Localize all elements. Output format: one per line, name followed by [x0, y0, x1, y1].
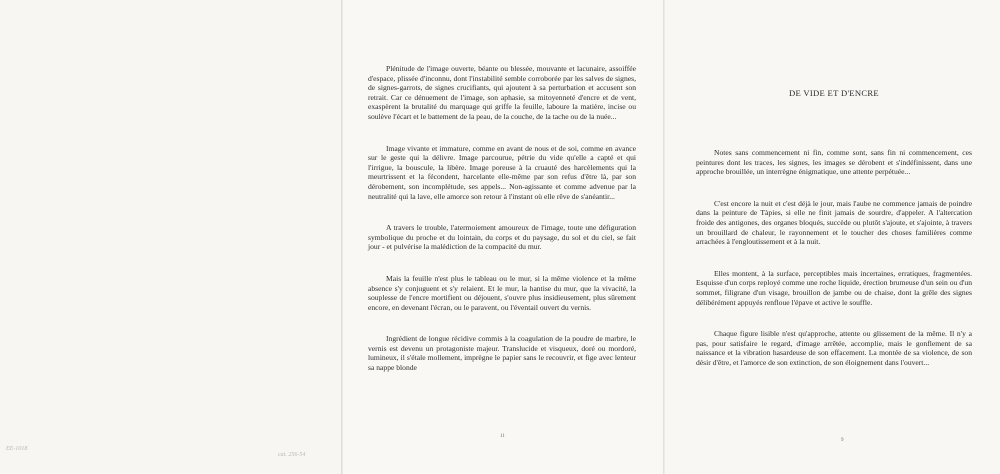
right-text-column	[696, 148, 972, 390]
paragraph: Notes sans commencement ni fin, comme sont, sans fin ni commencement, ces peintures dont les traces, les signes, les images se dérobent et s'indéfinissent, dans une approche brouillée, un interrègne énigmatique, une attente perpétuée...	[696, 148, 972, 177]
paragraph: Ingrédient de longue récidive commis à la coagulation de la poudre de marbre, le vernis est devenu un protagoniste majeur. Translucide et visqueux, doré ou mordoré, lumineux, il s'étale mollement, imprègne le papier sans le recouvrir, et fige avec lenteur sa nappe blonde	[368, 334, 636, 373]
page-fold-right	[663, 0, 665, 474]
paragraph: A travers le trouble, l'atermoiement amoureux de l'image, toute une défiguration symbolique du proche et du lointain, du corps et du paysage, du sol et du ciel, se fait jour - et pulvérise la malédiction de la compacité du mur.	[368, 223, 636, 252]
paragraph: Elles montent, à la surface, perceptibles mais incertaines, erratiques, fragmentées. Esquisse d'un corps reployé comme une roche liquide, érection brumeuse d'un sein ou d'un sommet, filigrane d'un visage, brouillon de jambe ou de chaise, dont la grêle des signes délibérément appuyés renfloue l'épave et active le souffle.	[696, 268, 972, 307]
page-number: 11	[500, 434, 505, 439]
middle-text-column	[368, 64, 636, 395]
blank-left-panel	[0, 0, 342, 474]
paragraph: Plénitude de l'image ouverte, béante ou blessée, mouvante et lacunaire, assoiffée d'espace, plissée d'inconnu, dont l'instabilité semble corroborée par les salves de signes, de signes-garrots, de signes crucifiants, qui ajoutent à sa perturbation et accusent son retrait. Car ce dénuement de l'image, son aphasie, sa mitoyenneté d'encre et de vent, exaspèrent la brutalité du marquage qui griffe la feuille, laboure la matière, incise ou soulève l'écart et le battement de la peau, de la couche, de la tache ou de la nuée...	[368, 64, 636, 121]
paragraph: Chaque figure lisible n'est qu'approche, attente ou glissement de la même. Il n'y a pas, pour satisfaire le regard, d'image arrêtée, accomplie, mais le gonflement de sa naissance et la vibration hasardeuse de son effacement. La montée de sa violence, de son désir d'être, et l'amorce de son extinction, de son éloignement dans l'ouvert...	[696, 329, 972, 367]
paragraph: C'est encore la nuit et c'est déjà le jour, mais l'aube ne commence jamais de poindre dans la peinture de Tàpies, si elle ne finit jamais de sourdre, d'appeler. A l'altercation froide des antigones, des organes bloqués, succède ou plutôt s'ajoute, et s'ajointe, à travers un brouillard de chaleur, le rayonnement et le toucher des choses familières comme arrachées à l'engloutissement et à la nuit.	[696, 198, 972, 247]
pencil-annotation: EE-1018	[6, 446, 28, 452]
paragraph: Image vivante et immature, comme en avant de nous et de soi, comme en avance sur le geste qui la délivre. Image parcourue, pétrie du vide qu'elle a capté et qui l'irrigue, la bouscule, la libère. Image poreuse à la cruauté des harcèlements qui la meurtrissent et la fécondent, harcelante elle-même par son refus d'être là, par son dérobement, son incomplétude, ses appels... Non-agissante et comme advenue par la neutralité qui la lave, elle amorce son retour à l'instant où elle rêve de s'anéantir...	[368, 143, 636, 201]
section-title: DE VIDE ET D'ENCRE	[789, 88, 879, 98]
paragraph: Mais la feuille n'est plus le tableau ou le mur, si la même violence et la même absence s'y conjuguent et s'y relaient. Et le mur, la hantise du mur, que la vivacité, la souplesse de l'encre mortifient ou déjouent, s'ouvre plus insidieusement, plus sûrement encore, en devenant l'écran, ou le paravent, ou l'éventail ouvert du vernis.	[368, 273, 636, 312]
page-number: 9	[841, 438, 844, 443]
page-fold-left	[341, 0, 343, 474]
pencil-annotation: cat. 256-54	[278, 452, 306, 458]
